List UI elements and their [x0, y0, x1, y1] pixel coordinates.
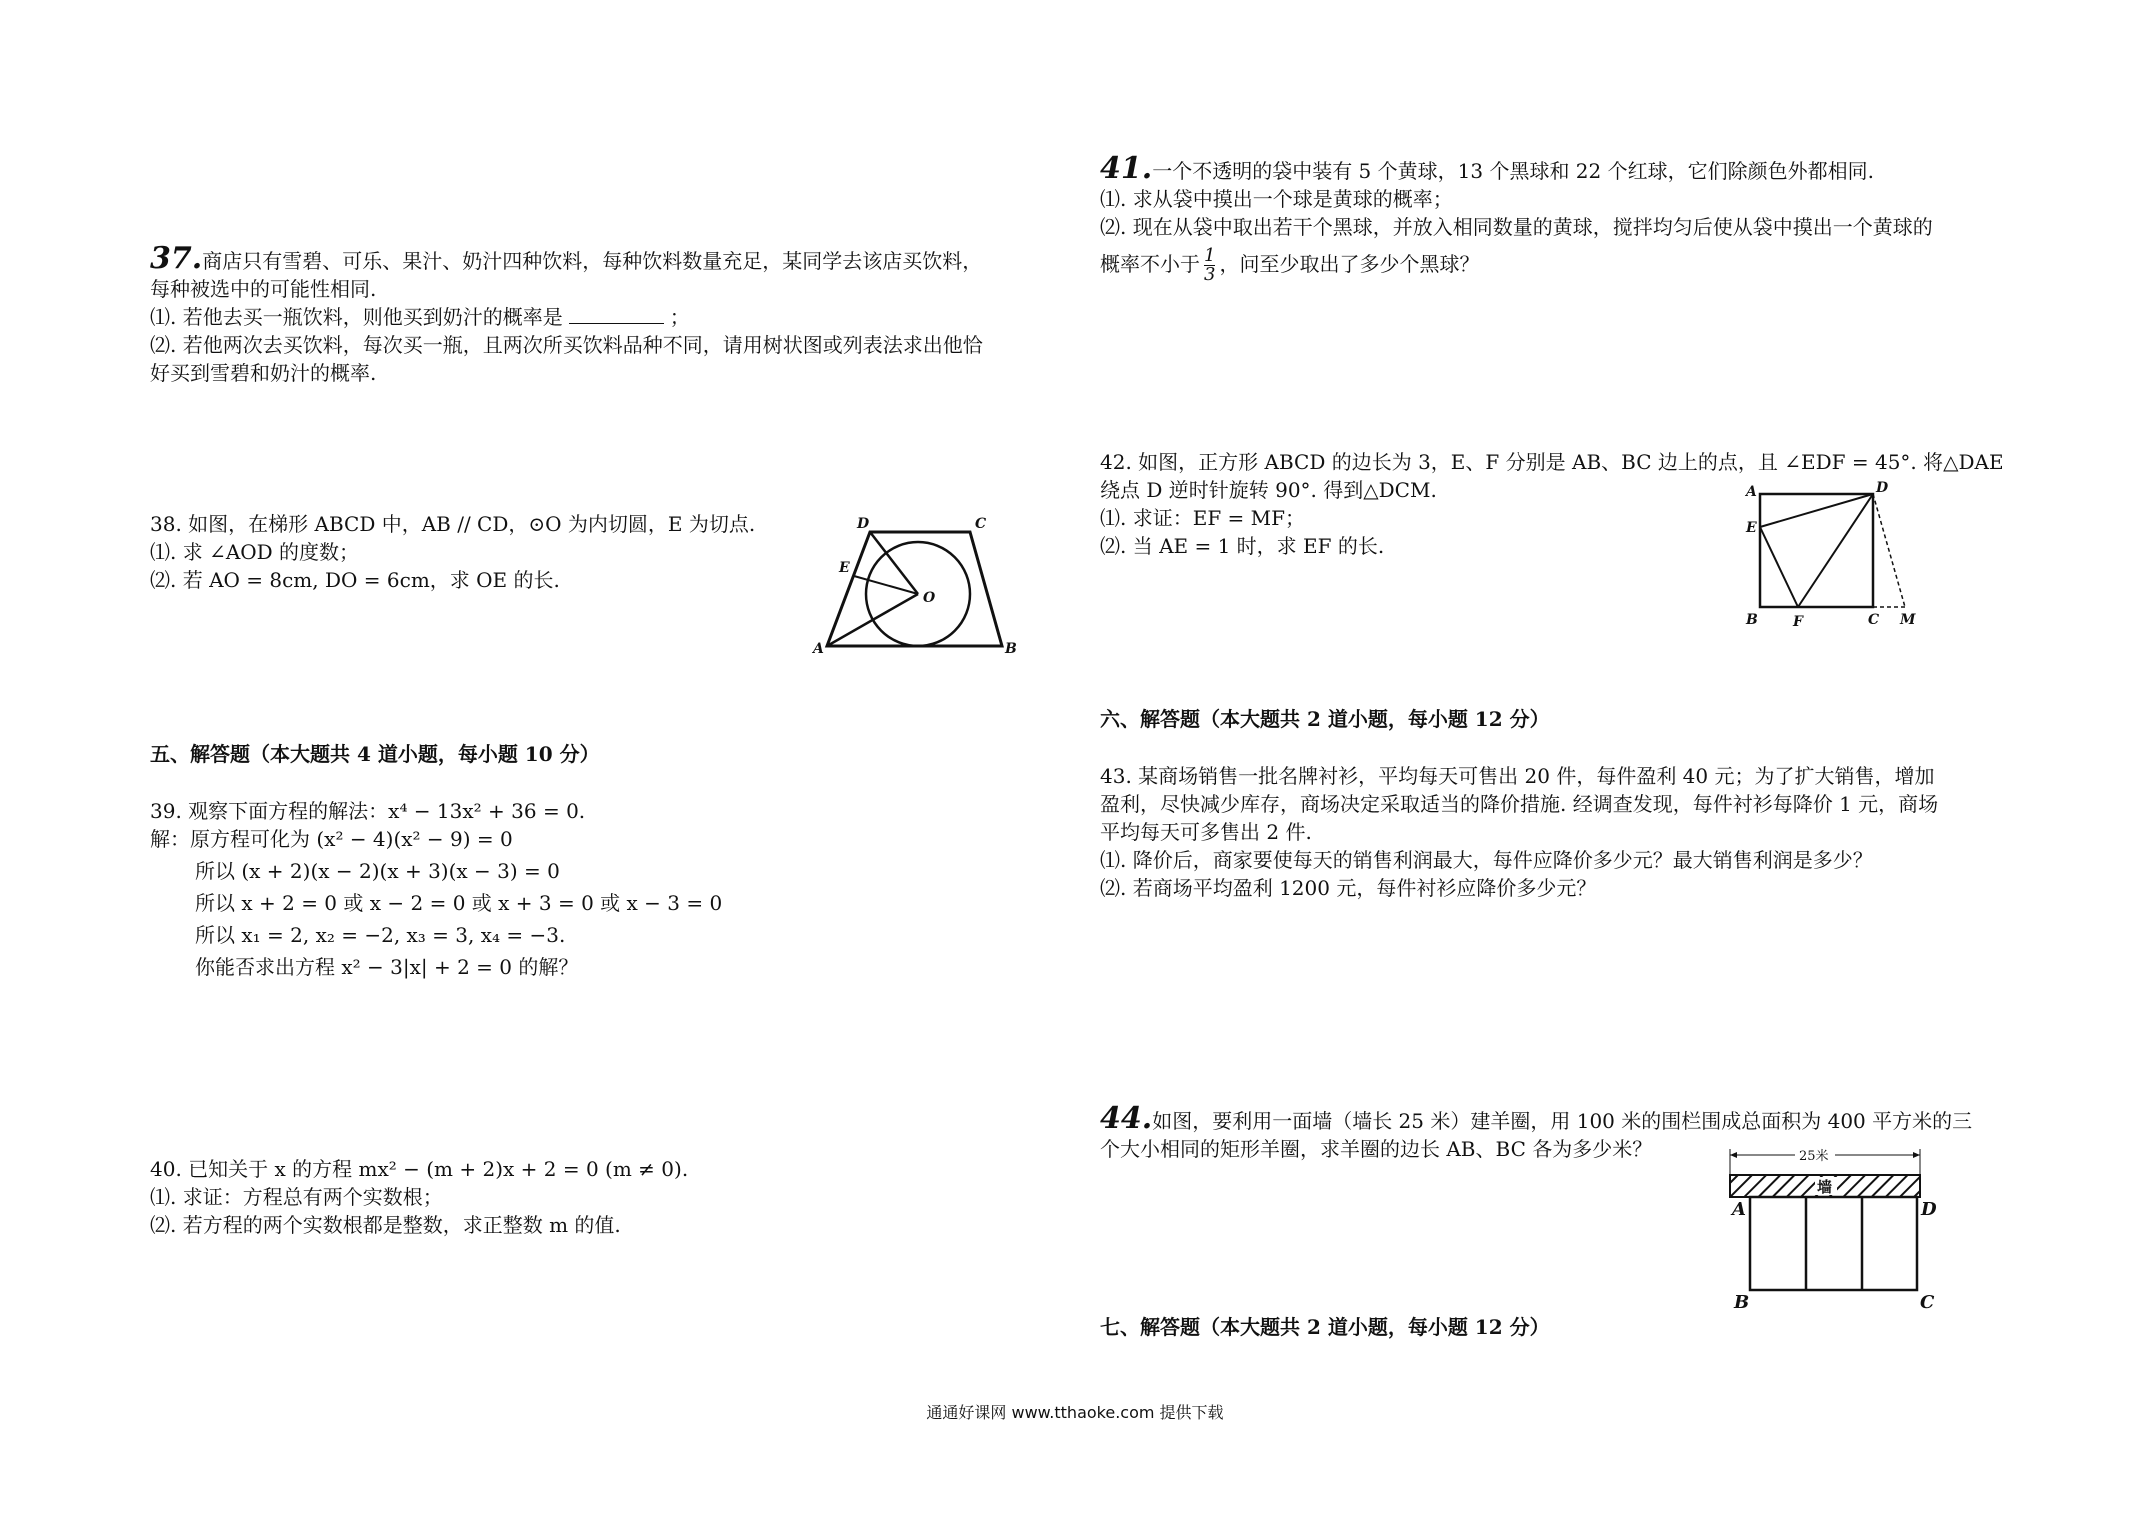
fraction-numerator: 1 — [1204, 245, 1216, 266]
question-43-part2: ⑵. 若商场平均盈利 1200 元，每件衬衫应降价多少元？ — [1100, 876, 1597, 900]
question-39-question: 你能否求出方程 x² − 3|x| + 2 = 0 的解？ — [195, 955, 579, 979]
label-D: D — [857, 516, 870, 532]
question-39-solution-line2: 所以 (x + 2)(x − 2)(x + 3)(x − 3) = 0 — [195, 859, 560, 883]
question-41-part2-post: ，问至少取出了多少个黑球？ — [1219, 252, 1480, 276]
question-43-stem-line2: 盈利，尽快减少库存，商场决定采取适当的降价措施. 经调查发现，每件衬衫每降价 1 元，商场 — [1100, 792, 1939, 816]
label-A: A — [1732, 1199, 1746, 1220]
label-O: O — [923, 590, 936, 606]
label-E: E — [839, 560, 850, 576]
question-41-number: 41. — [1100, 151, 1153, 186]
question-41-part2-line1: ⑵. 现在从袋中取出若干个黑球，并放入相同数量的黄球，搅拌均匀后使从袋中摸出一个黄球的 — [1100, 215, 1933, 239]
question-44-number: 44. — [1100, 1101, 1153, 1136]
label-M: M — [1900, 612, 1916, 628]
label-D: D — [1876, 480, 1889, 496]
section-5-heading: 五、解答题（本大题共 4 道小题，每小题 10 分） — [150, 742, 600, 766]
question-37-part2-line1: ⑵. 若他两次去买饮料，每次买一瓶，且两次所买饮料品种不同，请用树状图或列表法求出他恰 — [150, 333, 983, 357]
label-F: F — [1793, 614, 1803, 630]
label-D: D — [1921, 1199, 1937, 1220]
question-37-stem-line2: 每种被选中的可能性相同. — [150, 277, 377, 301]
question-38-part2: ⑵. 若 AO = 8cm, DO = 6cm，求 OE 的长. — [150, 568, 560, 592]
question-39-stem: 39. 观察下面方程的解法：x⁴ − 13x² + 36 = 0. — [150, 799, 586, 823]
question-43-part1: ⑴. 降价后，商家要使每天的销售利润最大，每件应降价多少元？最大销售利润是多少？ — [1100, 848, 1873, 872]
question-43-stem-line3: 平均每天可多售出 2 件. — [1100, 820, 1312, 844]
question-39-solution-line3: 所以 x + 2 = 0 或 x − 2 = 0 或 x + 3 = 0 或 x − 3 = 0 — [195, 891, 723, 915]
label-A: A — [813, 641, 824, 657]
question-38-part1: ⑴. 求 ∠AOD 的度数； — [150, 540, 360, 564]
question-39-solution-line4: 所以 x₁ = 2, x₂ = −2, x₃ = 3, x₄ = −3. — [195, 923, 566, 947]
fraction-one-third — [1204, 247, 1215, 284]
label-C: C — [1868, 612, 1880, 628]
question-40-stem: 40. 已知关于 x 的方程 mx² − (m + 2)x + 2 = 0 (m ≠ 0). — [150, 1157, 689, 1181]
question-41-part2-pre: 概率不小于 — [1100, 252, 1200, 276]
sheep-pen-figure — [1710, 1145, 1940, 1319]
question-40 — [150, 1155, 1070, 1239]
trapezoid-figure — [805, 510, 1015, 664]
section-7-heading: 七、解答题（本大题共 2 道小题，每小题 12 分） — [1100, 1315, 1550, 1339]
question-38-stem: 38. 如图，在梯形 ABCD 中，AB // CD，⊙O 为内切圆，E 为切点. — [150, 512, 756, 536]
question-44-stem-line2: 个大小相同的矩形羊圈，求羊圈的边长 AB、BC 各为多少米？ — [1100, 1137, 1653, 1161]
square-figure — [1740, 480, 1916, 636]
question-41 — [1100, 151, 2020, 285]
question-43-stem-line1: 43. 某商场销售一批名牌衬衫，平均每天可售出 20 件，每件盈利 40 元；为了扩大销售，增加 — [1100, 764, 1935, 788]
question-40-part2: ⑵. 若方程的两个实数根都是整数，求正整数 m 的值. — [150, 1213, 621, 1237]
question-41-part1: ⑴. 求从袋中摸出一个球是黄球的概率； — [1100, 187, 1453, 211]
question-43 — [1100, 762, 2020, 902]
question-37-number: 37. — [150, 241, 203, 276]
label-B: B — [1005, 641, 1017, 657]
footer: 通通好课网 www.tthaoke.com 提供下载 — [926, 1403, 1224, 1422]
label-C: C — [975, 516, 987, 532]
question-42-part1: ⑴. 求证：EF = MF； — [1100, 506, 1306, 530]
question-39 — [150, 797, 1070, 981]
question-37-part2-line2: 好买到雪碧和奶汁的概率. — [150, 361, 377, 385]
question-37 — [150, 241, 1070, 387]
wall-length-label: 25米 — [1799, 1149, 1829, 1164]
question-41-stem: 一个不透明的袋中装有 5 个黄球，13 个黑球和 22 个红球，它们除颜色外都相同. — [1152, 159, 1874, 183]
label-A: A — [1746, 484, 1757, 500]
fraction-denominator: 3 — [1204, 264, 1216, 285]
question-40-part1: ⑴. 求证：方程总有两个实数根； — [150, 1185, 443, 1209]
question-37-stem-line1: 商店只有雪碧、可乐、果汁、奶汁四种饮料，每种饮料数量充足，某同学去该店买饮料， — [202, 249, 983, 273]
question-42-part2: ⑵. 当 AE = 1 时，求 EF 的长. — [1100, 534, 1385, 558]
label-C: C — [1920, 1292, 1935, 1313]
answer-blank[interactable] — [569, 303, 664, 324]
label-E: E — [1746, 520, 1757, 536]
label-B: B — [1734, 1292, 1750, 1313]
wall-label: 墙 — [1817, 1178, 1833, 1196]
section-6-heading: 六、解答题（本大题共 2 道小题，每小题 12 分） — [1100, 707, 1550, 731]
question-44-stem-line1: 如图，要利用一面墙（墙长 25 米）建羊圈，用 100 米的围栏围成总面积为 400 平方米的三 — [1152, 1109, 1973, 1133]
question-39-solution-line1: 解：原方程可化为 (x² − 4)(x² − 9) = 0 — [150, 827, 513, 851]
question-42-stem-line2: 绕点 D 逆时针旋转 90°. 得到△DCM. — [1100, 478, 1437, 502]
label-B: B — [1746, 612, 1758, 628]
question-37-part1-end: ； — [669, 305, 690, 329]
question-42-stem-line1: 42. 如图，正方形 ABCD 的边长为 3，E、F 分别是 AB、BC 边上的点，且 ∠EDF = 45°. 将△DAE — [1100, 450, 2004, 474]
question-37-part1: ⑴. 若他去买一瓶饮料，则他买到奶汁的概率是 — [150, 305, 563, 329]
